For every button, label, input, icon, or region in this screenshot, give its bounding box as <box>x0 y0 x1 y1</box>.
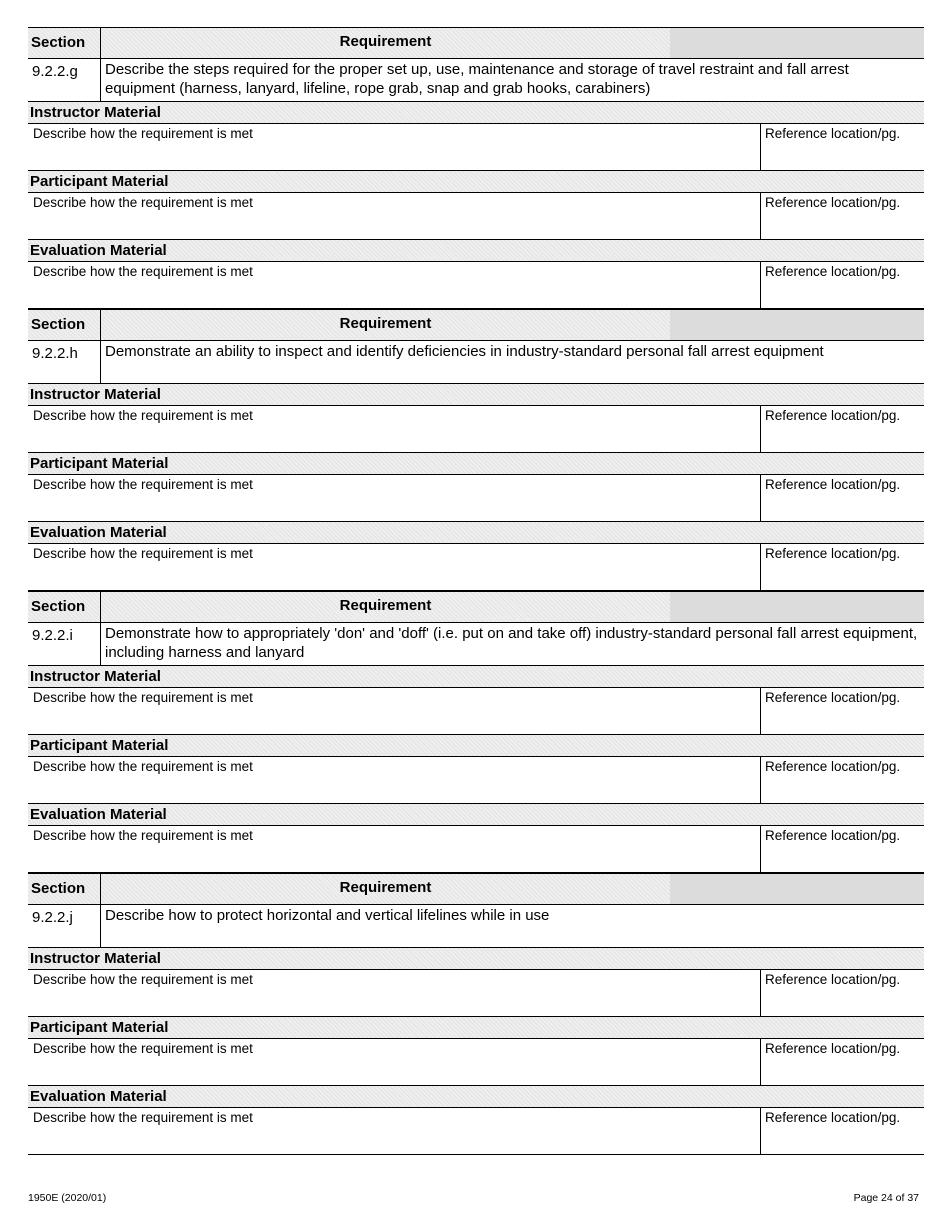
evaluation-material-title: Evaluation Material <box>28 1086 924 1108</box>
evaluation-material-row <box>28 544 924 591</box>
section-label: Section <box>28 310 100 340</box>
requirement-row <box>28 59 924 102</box>
reference-field[interactable]: Reference location/pg. <box>760 757 920 803</box>
instructor-material-row <box>28 688 924 735</box>
evaluation-material-row <box>28 1108 924 1155</box>
instructor-material-title: Instructor Material <box>28 384 924 406</box>
header-blank-cell <box>670 310 924 340</box>
instructor-material-row <box>28 970 924 1017</box>
reference-field[interactable]: Reference location/pg. <box>760 475 920 521</box>
participant-material-row <box>28 1039 924 1086</box>
evaluation-material-title: Evaluation Material <box>28 240 924 262</box>
requirement-row <box>28 623 924 666</box>
describe-field[interactable]: Describe how the requirement is met <box>33 1041 253 1056</box>
describe-field[interactable]: Describe how the requirement is met <box>33 759 253 774</box>
requirement-label: Requirement <box>100 592 670 622</box>
requirement-row <box>28 341 924 384</box>
requirement-block-h <box>28 309 924 591</box>
requirement-label: Requirement <box>100 874 670 904</box>
section-header <box>28 27 924 59</box>
evaluation-material-row <box>28 262 924 309</box>
reference-field[interactable]: Reference location/pg. <box>760 688 920 734</box>
section-label: Section <box>28 874 100 904</box>
describe-field[interactable]: Describe how the requirement is met <box>33 1110 253 1125</box>
describe-field[interactable]: Describe how the requirement is met <box>33 828 253 843</box>
participant-material-row <box>28 757 924 804</box>
requirement-label: Requirement <box>100 310 670 340</box>
instructor-material-title: Instructor Material <box>28 666 924 688</box>
reference-field[interactable]: Reference location/pg. <box>760 193 920 239</box>
instructor-material-row <box>28 124 924 171</box>
describe-field[interactable]: Describe how the requirement is met <box>33 126 253 141</box>
requirement-block-j <box>28 873 924 1155</box>
participant-material-title: Participant Material <box>28 171 924 193</box>
requirement-label: Requirement <box>100 28 670 58</box>
describe-field[interactable]: Describe how the requirement is met <box>33 264 253 279</box>
reference-field[interactable]: Reference location/pg. <box>760 970 920 1016</box>
section-header <box>28 873 924 905</box>
evaluation-material-row <box>28 826 924 873</box>
describe-field[interactable]: Describe how the requirement is met <box>33 972 253 987</box>
describe-field[interactable]: Describe how the requirement is met <box>33 477 253 492</box>
reference-field[interactable]: Reference location/pg. <box>760 826 920 872</box>
header-blank-cell <box>670 874 924 904</box>
header-blank-cell <box>670 592 924 622</box>
participant-material-title: Participant Material <box>28 453 924 475</box>
reference-field[interactable]: Reference location/pg. <box>760 124 920 170</box>
instructor-material-title: Instructor Material <box>28 948 924 970</box>
form-page <box>28 27 924 1155</box>
section-label: Section <box>28 28 100 58</box>
evaluation-material-title: Evaluation Material <box>28 804 924 826</box>
participant-material-row <box>28 193 924 240</box>
evaluation-material-title: Evaluation Material <box>28 522 924 544</box>
reference-field[interactable]: Reference location/pg. <box>760 1039 920 1085</box>
form-id: 1950E (2020/01) <box>28 1192 107 1204</box>
section-code: 9.2.2.i <box>32 627 73 644</box>
reference-field[interactable]: Reference location/pg. <box>760 406 920 452</box>
describe-field[interactable]: Describe how the requirement is met <box>33 690 253 705</box>
section-label: Section <box>28 592 100 622</box>
instructor-material-title: Instructor Material <box>28 102 924 124</box>
describe-field[interactable]: Describe how the requirement is met <box>33 408 253 423</box>
section-code: 9.2.2.j <box>32 909 73 926</box>
header-blank-cell <box>670 28 924 58</box>
participant-material-row <box>28 475 924 522</box>
section-header <box>28 309 924 341</box>
reference-field[interactable]: Reference location/pg. <box>760 1108 920 1154</box>
requirement-row <box>28 905 924 948</box>
requirement-text: Demonstrate how to appropriately 'don' and 'doff' (i.e. put on and take off) industry-standard personal fall arrest equipment, including harness and lanyard <box>100 623 924 665</box>
participant-material-title: Participant Material <box>28 735 924 757</box>
requirement-text: Describe the steps required for the proper set up, use, maintenance and storage of travel restraint and fall arrest equipment (harness, lanyard, lifeline, rope grab, snap and grab hooks, carabiners) <box>100 59 924 101</box>
reference-field[interactable]: Reference location/pg. <box>760 544 920 590</box>
participant-material-title: Participant Material <box>28 1017 924 1039</box>
page-number: Page 24 of 37 <box>853 1192 919 1204</box>
requirement-text: Demonstrate an ability to inspect and identify deficiencies in industry-standard personal fall arrest equipment <box>100 341 924 383</box>
requirement-block-g <box>28 27 924 309</box>
instructor-material-row <box>28 406 924 453</box>
section-code: 9.2.2.h <box>32 345 78 362</box>
reference-field[interactable]: Reference location/pg. <box>760 262 920 308</box>
describe-field[interactable]: Describe how the requirement is met <box>33 195 253 210</box>
describe-field[interactable]: Describe how the requirement is met <box>33 546 253 561</box>
section-code: 9.2.2.g <box>32 63 78 80</box>
section-header <box>28 591 924 623</box>
requirement-block-i <box>28 591 924 873</box>
requirement-text: Describe how to protect horizontal and vertical lifelines while in use <box>100 905 924 947</box>
